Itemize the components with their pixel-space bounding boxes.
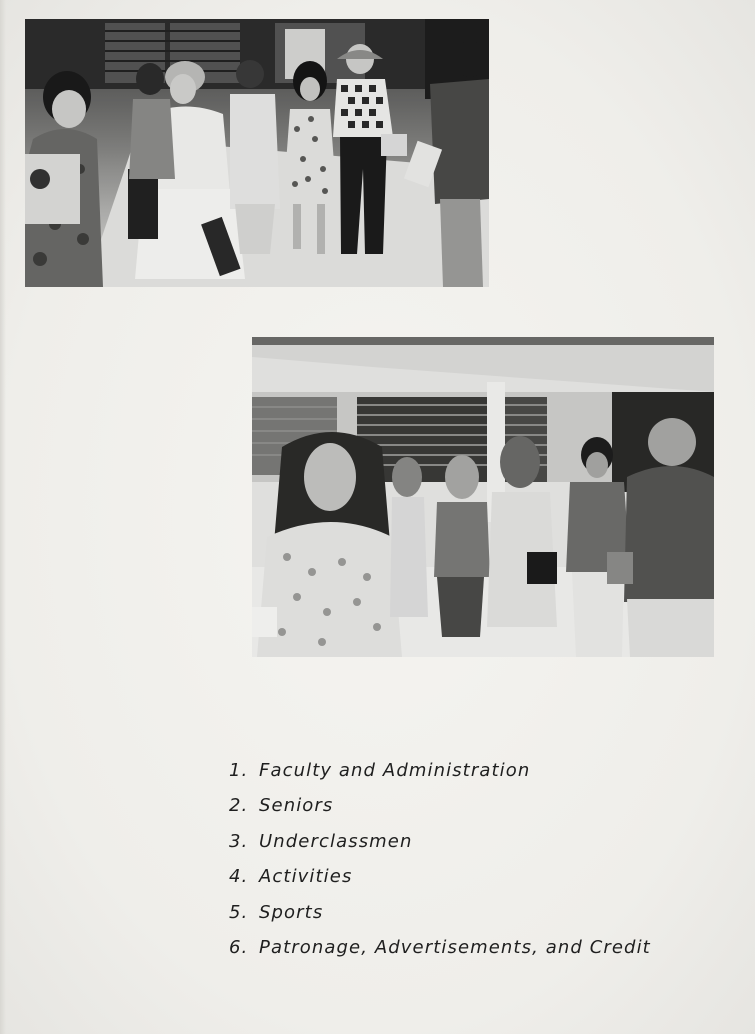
toc-item-patronage-advertisements-and-credit[interactable] — [229, 934, 649, 969]
toc-item-number: 4. — [229, 866, 249, 888]
table-of-contents — [229, 757, 649, 969]
students-walking-corridor-photo — [25, 19, 489, 287]
toc-item-underclassmen[interactable] — [229, 828, 649, 863]
corridor-photo-illustration — [25, 19, 489, 287]
toc-item-number: 2. — [229, 795, 249, 817]
toc-item-number: 3. — [229, 830, 249, 852]
walkway-photo-illustration — [252, 337, 714, 657]
students-walkway-photo — [252, 337, 714, 657]
toc-item-faculty-and-administration[interactable] — [229, 757, 649, 792]
toc-item-title: Sports — [259, 901, 324, 923]
toc-item-title: Activities — [259, 866, 353, 888]
toc-item-title: Patronage, Advertisements, and Credit — [259, 936, 651, 958]
toc-item-sports[interactable] — [229, 899, 649, 934]
toc-item-activities[interactable] — [229, 863, 649, 898]
toc-item-title: Faculty and Administration — [259, 760, 531, 781]
toc-item-number: 5. — [229, 901, 249, 923]
toc-item-title: Seniors — [259, 795, 334, 817]
page-binding-edge — [0, 0, 6, 1034]
toc-item-number: 6. — [229, 936, 249, 958]
toc-item-number: 1. — [229, 760, 249, 781]
toc-item-seniors[interactable] — [229, 792, 649, 827]
toc-item-title: Underclassmen — [259, 830, 413, 852]
